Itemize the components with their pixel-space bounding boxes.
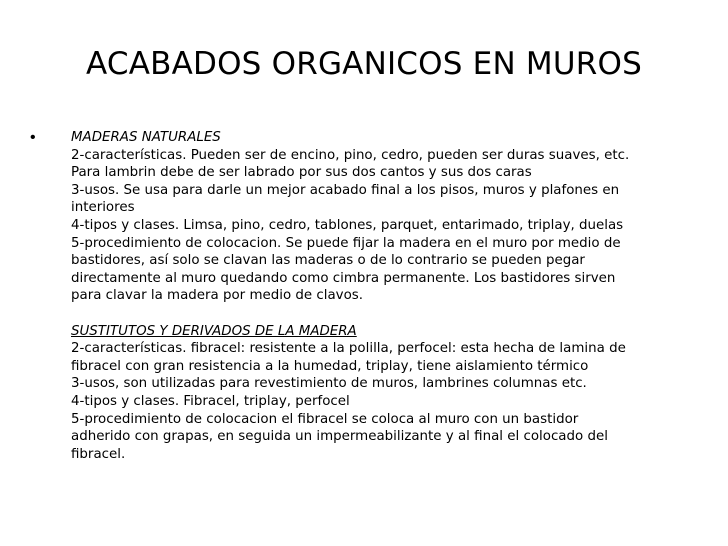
- text-line: 3-usos. Se usa para darle un mejor acabado final a los pisos, muros y plafones en: [71, 182, 620, 198]
- paragraph-spacer: [71, 305, 711, 323]
- text-line: interiores: [71, 200, 135, 216]
- text-line: para clavar la madera por medio de clavos.: [71, 288, 364, 304]
- text-line: directamente al muro quedando como cimbra permanente. Los bastidores sirven: [71, 270, 616, 286]
- text-line: adherido con grapas, en seguida un impermeabilizante y al final el colocado del: [71, 429, 608, 445]
- text-line: fibracel con gran resistencia a la humedad, triplay, tiene aislamiento térmico: [71, 358, 589, 374]
- text-line: Para lambrin debe de ser labrado por sus dos cantos y sus dos caras: [71, 165, 532, 181]
- text-line: 2-características. fibracel: resistente a la polilla, perfocel: esta hecha de lamina de: [71, 341, 626, 357]
- text-line: 5-procedimiento de colocacion el fibracel se coloca al muro con un bastidor: [71, 411, 579, 427]
- bullet-content: [71, 129, 711, 463]
- text-line: bastidores, así solo se clavan las maderas o de lo contrario se pueden pegar: [71, 253, 585, 269]
- section-heading-sustitutos: [71, 323, 711, 341]
- text-line: 2-características. Pueden ser de encino, pino, cedro, pueden ser duras suaves, etc.: [71, 147, 630, 163]
- bullet-icon: •: [30, 129, 36, 146]
- text-line: 4-tipos y clases. Fibracel, triplay, perfocel: [71, 393, 350, 409]
- text-line: 5-procedimiento de colocacion. Se puede fijar la madera en el muro por medio de: [71, 235, 621, 251]
- text-line: 4-tipos y clases. Limsa, pino, cedro, tablones, parquet, entarimado, triplay, duelas: [71, 217, 624, 233]
- section-heading-sustitutos-text: SUSTITUTOS Y DERIVADOS DE LA MADERA: [71, 323, 357, 339]
- text-line: fibracel.: [71, 446, 126, 462]
- slide-title: ACABADOS ORGANICOS EN MUROS: [86, 46, 642, 82]
- text-line: 3-usos, son utilizadas para revestimiento de muros, lambrines columnas etc.: [71, 376, 587, 392]
- section-heading-maderas: MADERAS NATURALES: [71, 130, 221, 145]
